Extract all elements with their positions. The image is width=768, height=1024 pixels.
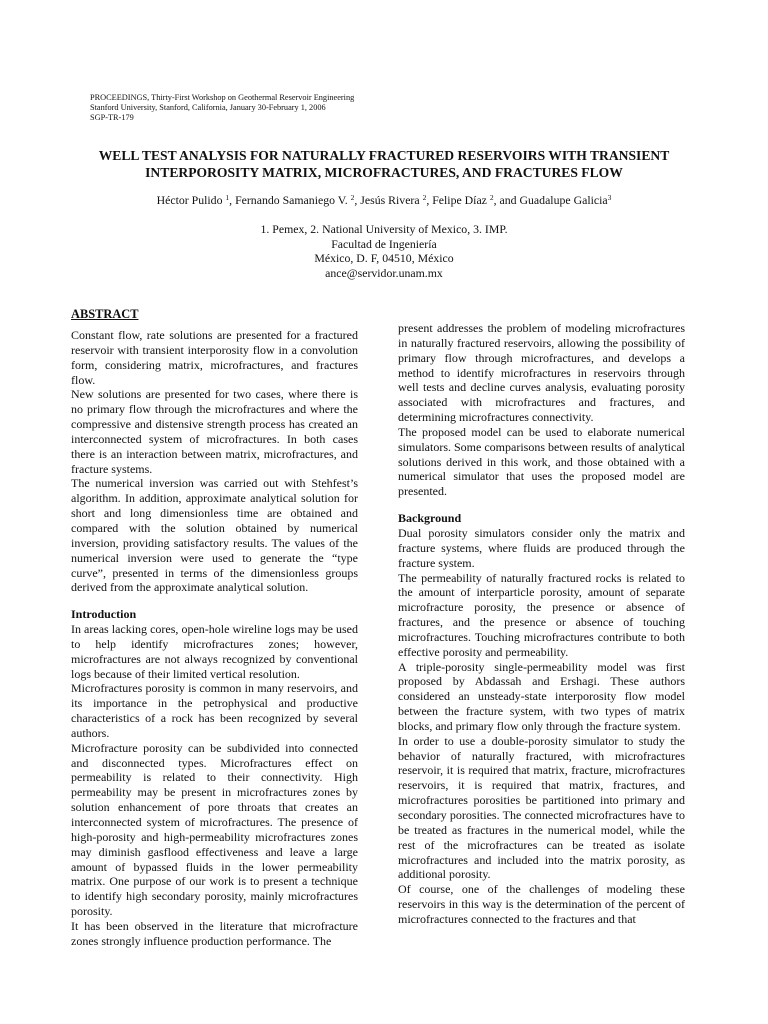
author-name: Héctor Pulido [156, 193, 226, 207]
proceedings-line: PROCEEDINGS, Thirty-First Workshop on Geothermal Reservoir Engineering [90, 93, 355, 102]
author-name: Fernando Samaniego V. [235, 193, 351, 207]
affiliation-line: México, D. F, 04510, México [314, 251, 454, 266]
author-name: Guadalupe Galicia [519, 193, 608, 207]
author-name: Felipe Díaz [432, 193, 490, 207]
affiliation-line: Facultad de Ingeniería [331, 236, 437, 251]
proceedings-header [90, 93, 490, 123]
author-affiliation-mark: 2 [350, 193, 355, 202]
background-paragraph: The permeability of naturally fractured rocks is related to the amount of interparticle porosity, amount of separate microfracture porosity, the presence or absence of fractures, and the presence or absence of touching microfractures. Touching microfractures contribute to both effective porosity and permeability. [398, 570, 685, 659]
introduction-paragraph: Microfractures porosity is common in many reservoirs, and its importance in the petrophysical and productive characteristics of a rock has been recognized by several authors. [71, 681, 358, 740]
title-line: INTERPOROSITY MATRIX, MICROFRACTURES, AND FRACTURES FLOW [145, 165, 623, 180]
abstract-paragraph: Constant flow, rate solutions are presented for a fractured reservoir with transient interporosity flow in a convolution form, considering matrix, microfractures, and fractures flow. [71, 328, 358, 387]
background-paragraph: Of course, one of the challenges of modeling these reservoirs in this way is the determination of the percent of microfractures connected to the fractures and that [398, 882, 685, 926]
paper-title [60, 147, 708, 181]
background-heading: Background [398, 511, 462, 526]
abstract-heading: ABSTRACT [71, 307, 139, 321]
introduction-continued-paragraph: The proposed model can be used to elaborate numerical simulators. Some comparisons between results of analytical solutions derived in this work, and those obtained with a numerical simulator that uses the proposed model are presented. [398, 424, 685, 499]
author-list [40, 193, 728, 207]
background-paragraph: A triple-porosity single-permeability model was first proposed by Abdassah and Ershagi. These authors considered an unsteady-state interporosity flow model between the fracture system, with two types of matrix blocks, and primary flow only through the fracture system. [398, 659, 685, 733]
author-separator: , [426, 193, 433, 207]
author-separator: , [229, 193, 236, 207]
contact-email: ance@servidor.unam.mx [325, 265, 443, 280]
report-number: SGP-TR-179 [90, 113, 134, 122]
abstract-paragraph: New solutions are presented for two cases, where there is no primary flow through the microfractures and where the compressive and distensive strength process has created an interconnected system of microfractures. In both cases there is an interaction between matrix, microfractures, and fracture systems. [71, 387, 358, 476]
background-paragraph: In order to use a double-porosity simulator to study the behavior of naturally fractured, with microfractures reservoir, it is required that matrix, fracture, microfractures reservoirs, it is required that matrix, fractures, and microfractures porosities be partitioned into primary and secondary porosities. The connected microfractures have to be treated as fractures in the numerical model, while the rest of the microfractures can be treated as isolate microfractures and included into the matrix porosity, as additional porosity. [398, 733, 685, 882]
abstract-paragraph: The numerical inversion was carried out with Stehfest’s algorithm. In addition, approximate analytical solution for short and long dimensionless time are obtained and compared with the solution obtained by numerical inversion, providing satisfactory results. The values of the numerical inversion were used to generate the “type curve”, presented in terms of the dimensionless groups derived from the approximate analytical solution. [71, 476, 358, 595]
introduction-paragraph: It has been observed in the literature that microfracture zones strongly influence production performance. The [71, 918, 358, 948]
author-separator: , and [493, 193, 520, 207]
left-column [71, 307, 358, 949]
affiliation-line: 1. Pemex, 2. National University of Mexico, 3. IMP. [260, 222, 508, 236]
introduction-heading: Introduction [71, 607, 137, 622]
author-name: Jesús Rivera [360, 193, 423, 207]
introduction-paragraph: Microfracture porosity can be subdivided into connected and disconnected types. Microfractures effect on permeability is related to their connectivity. High permeability may be present in microfractures zones by solution enhancement of pore throats that creates an interconnected system of microfractures. The presence of high-porosity and high-permeability microfractures zones may diminish gasflood effectiveness and leave a large amount of bypassed fluids in the lower permeability matrix. One purpose of our work is to present a technique to identify high secondary porosity, mainly microfractures porosity. [71, 740, 358, 919]
right-column [398, 321, 685, 927]
background-paragraph: Dual porosity simulators consider only the matrix and fracture systems, where fluids are produced through the fracture system. [398, 525, 685, 570]
affiliation-block [140, 222, 628, 280]
author-separator: , [354, 193, 361, 207]
author-affiliation-mark: 3 [607, 193, 612, 202]
author-affiliation-mark: 2 [489, 193, 494, 202]
author-affiliation-mark: 2 [422, 193, 427, 202]
author-affiliation-mark: 1 [225, 193, 230, 202]
introduction-continued-paragraph: present addresses the problem of modeling microfractures in naturally fractured reservoirs, allowing the possibility of primary flow through microfractures, and develops a method to identify microfractures in reservoirs through well tests and decline curves analysis, evaluating porosity associated with microfractures and fractures, and determining microfractures connectivity. [398, 321, 685, 425]
title-line: WELL TEST ANALYSIS FOR NATURALLY FRACTURED RESERVOIRS WITH TRANSIENT [98, 148, 670, 163]
introduction-paragraph: In areas lacking cores, open-hole wireline logs may be used to help identify microfractures zones; however, microfractures are not always recognized by conventional logs because of their limited vertical resolution. [71, 622, 358, 681]
proceedings-line: Stanford University, Stanford, California, January 30-February 1, 2006 [90, 103, 326, 112]
